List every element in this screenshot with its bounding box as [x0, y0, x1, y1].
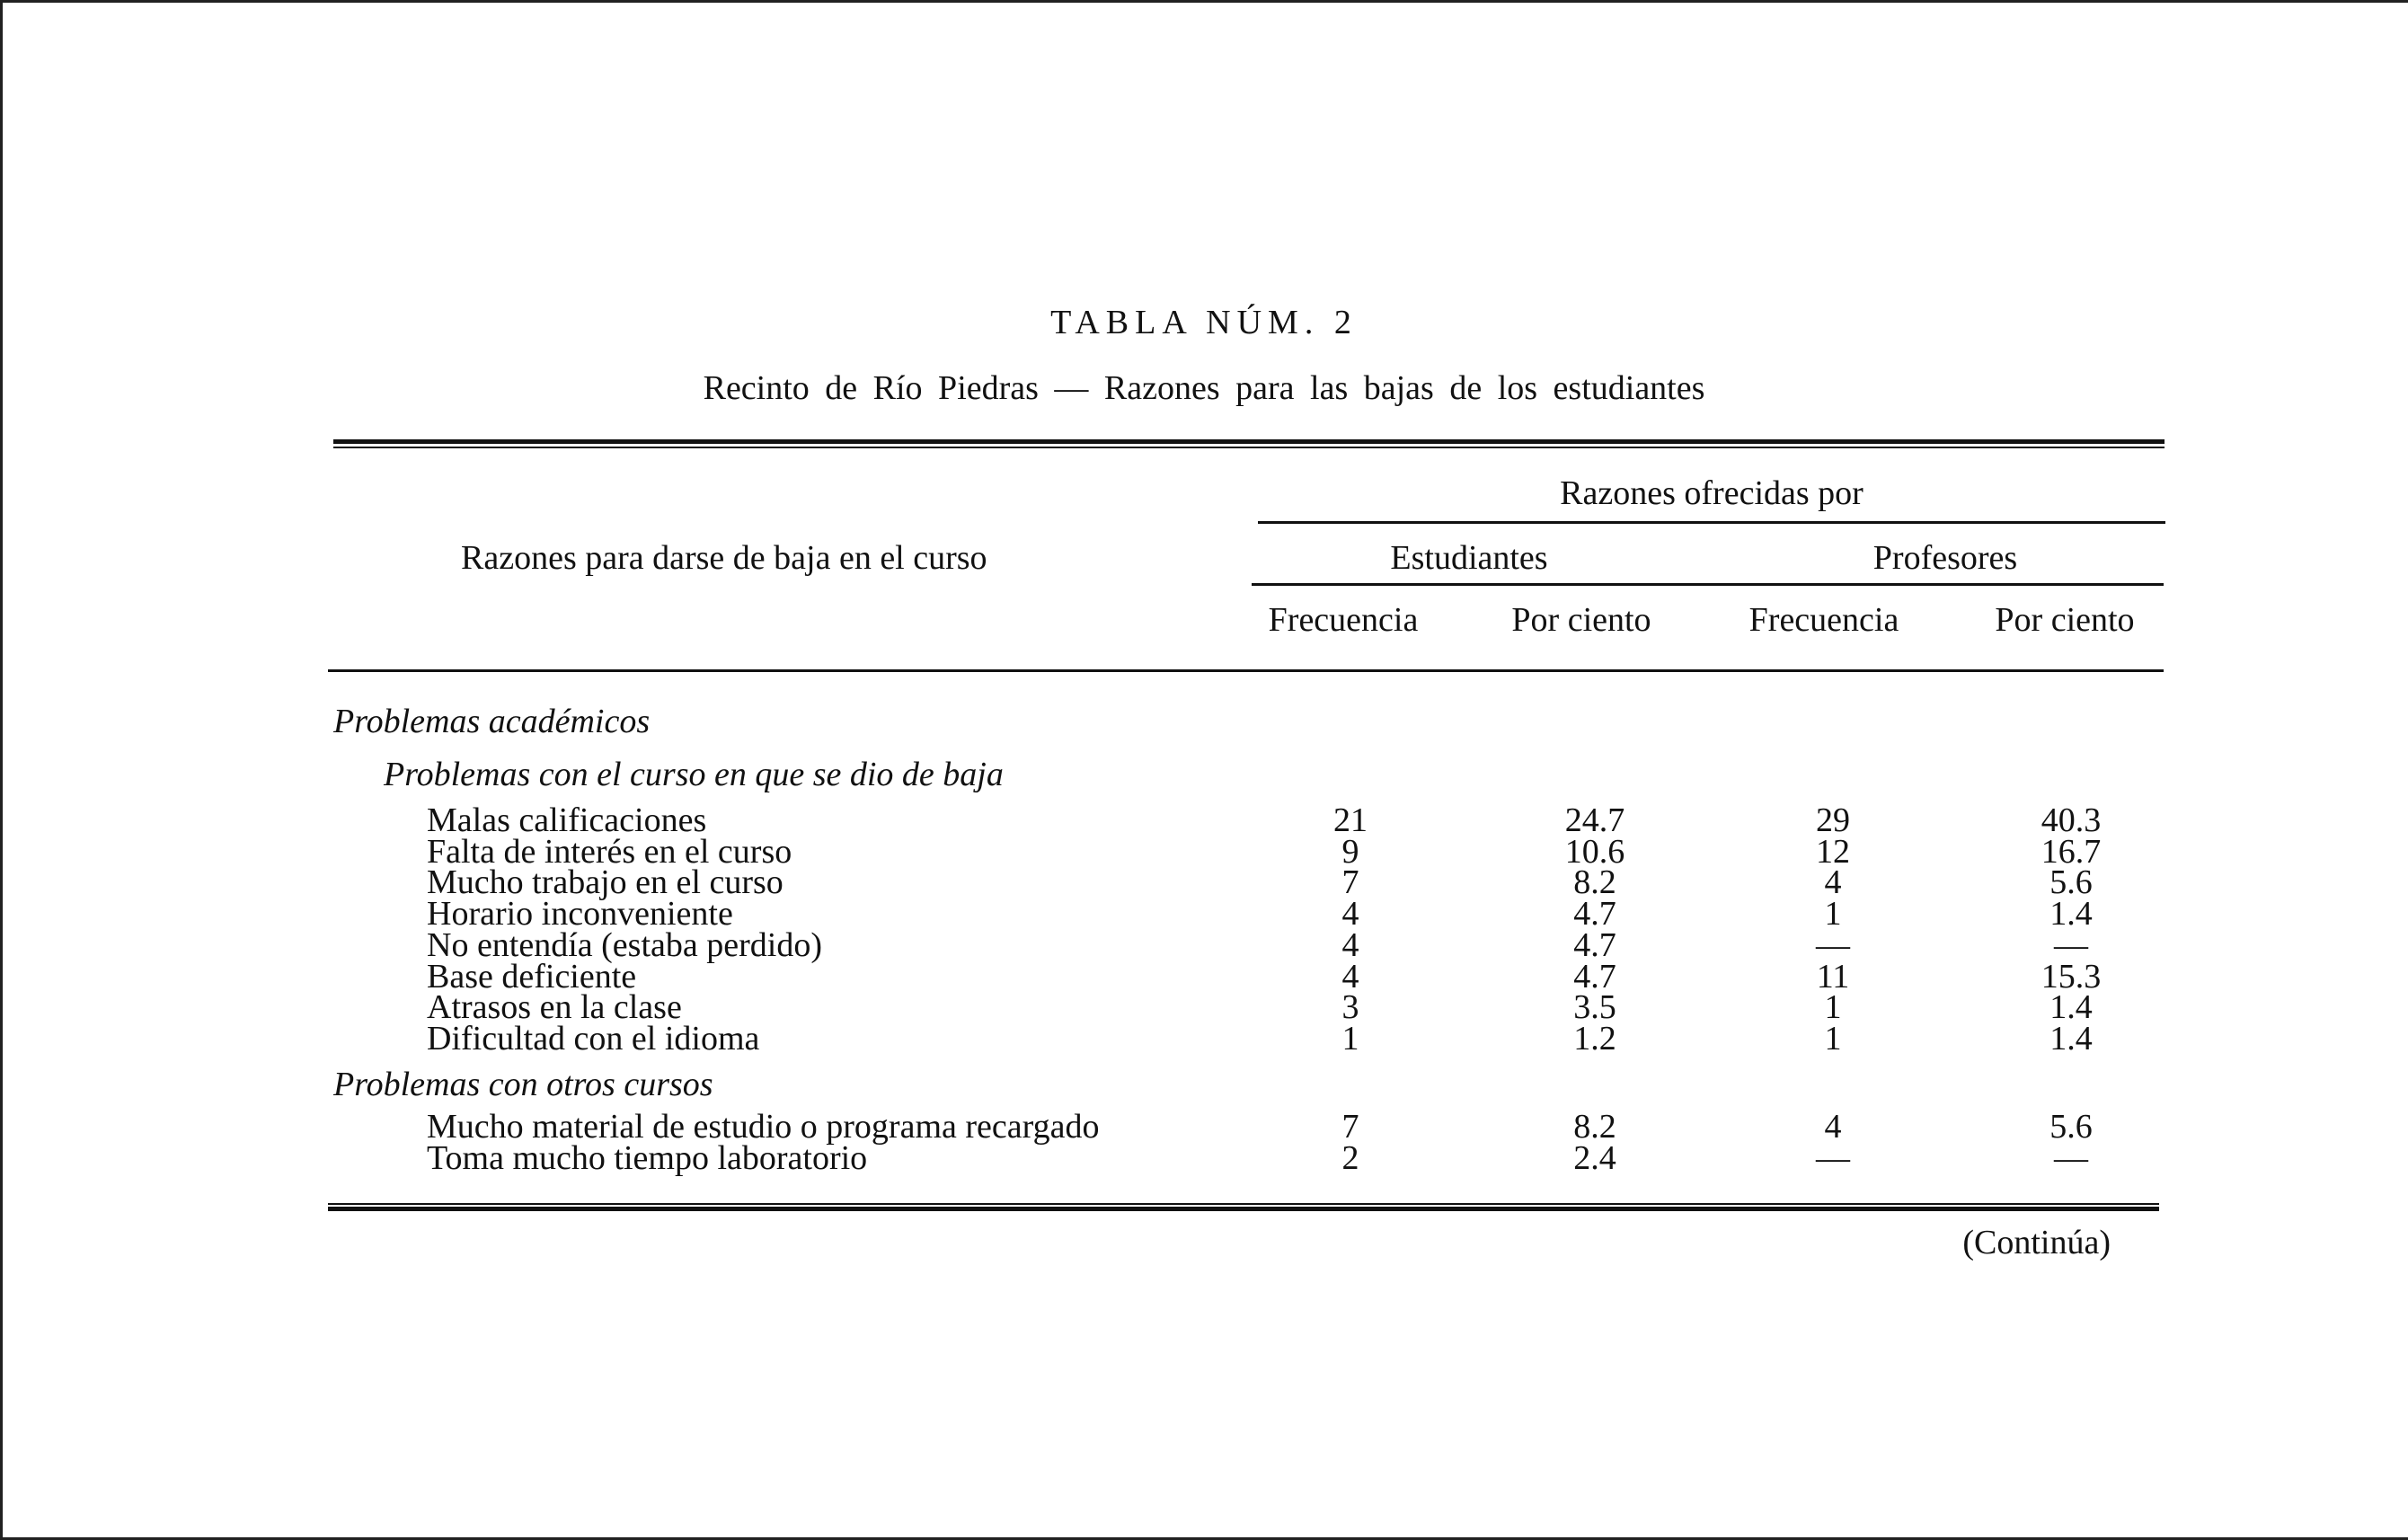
subgroup-rule: [1252, 583, 2164, 586]
table-cell: —: [2054, 1138, 2088, 1177]
table-cell: 16.7: [2041, 832, 2102, 871]
row-label: Base deficiente: [427, 957, 637, 996]
subsection-title: Problemas con el curso en que se dio de baja: [384, 756, 1004, 793]
col-header-profesores-frecuencia: Frecuencia: [1748, 601, 1899, 639]
group-header: Razones ofrecidas por: [1560, 474, 1864, 512]
table-cell: 1: [1824, 1019, 1842, 1058]
col-header-profesores-por-ciento: Por ciento: [1995, 601, 2135, 639]
table-cell: 4: [1824, 863, 1842, 902]
table-cell: —: [2054, 925, 2088, 964]
table-cell: 1.4: [2049, 895, 2093, 934]
table-cell: 9: [1341, 832, 1359, 871]
table-cell: 2.4: [1573, 1138, 1616, 1177]
row-label: Atrasos en la clase: [427, 988, 682, 1027]
table-subtitle: Recinto de Río Piedras — Razones para las bajas de los estudiantes: [703, 369, 1705, 407]
table-cell: 4: [1341, 957, 1359, 996]
header-bottom-rule: [328, 669, 2164, 672]
continued-note: (Continúa): [1962, 1224, 2111, 1261]
table-cell: 4: [1341, 895, 1359, 934]
table-cell: —: [1816, 925, 1850, 964]
table-title: TABLA NÚM. 2: [1050, 304, 1358, 341]
table-cell: 1.2: [1573, 1019, 1616, 1058]
row-label: No entendía (estaba perdido): [427, 925, 822, 964]
table-cell: 1: [1824, 895, 1842, 934]
row-label-header: Razones para darse de baja en el curso: [461, 539, 987, 577]
table-cell: 4.7: [1573, 925, 1616, 964]
group-estudiantes: Estudiantes: [1390, 539, 1548, 577]
table-cell: 1.4: [2049, 1019, 2093, 1058]
table-cell: 4: [1824, 1108, 1842, 1146]
top-rule-thin: [333, 447, 2165, 448]
table-cell: 10.6: [1564, 832, 1625, 871]
table-cell: 4.7: [1573, 957, 1616, 996]
table-cell: 24.7: [1564, 801, 1625, 839]
row-label: Dificultad con el idioma: [427, 1019, 760, 1058]
row-label: Horario inconveniente: [427, 895, 733, 934]
section-title: Problemas académicos: [333, 703, 651, 740]
table-cell: 29: [1816, 801, 1850, 839]
table-cell: 21: [1333, 801, 1368, 839]
row-label: Mucho material de estudio o programa recargado: [427, 1108, 1100, 1146]
table-cell: 8.2: [1573, 1108, 1616, 1146]
table-cell: 7: [1341, 863, 1359, 902]
table-cell: 40.3: [2041, 801, 2102, 839]
group-profesores: Profesores: [1872, 539, 2018, 577]
table-cell: 4: [1341, 925, 1359, 964]
col-header-estudiantes-frecuencia: Frecuencia: [1268, 601, 1419, 639]
row-label: Malas calificaciones: [427, 801, 707, 839]
table-cell: 1.4: [2049, 988, 2093, 1027]
table-cell: 11: [1816, 957, 1850, 996]
top-rule: [333, 439, 2165, 444]
row-label: Falta de interés en el curso: [427, 832, 792, 871]
table-cell: 12: [1816, 832, 1850, 871]
row-label: Mucho trabajo en el curso: [427, 863, 783, 902]
table-cell: 7: [1341, 1108, 1359, 1146]
row-label: Toma mucho tiempo laboratorio: [427, 1138, 868, 1177]
table-cell: 2: [1341, 1138, 1359, 1177]
table-cell: 8.2: [1573, 863, 1616, 902]
bottom-rule-thin: [328, 1203, 2159, 1205]
table-cell: —: [1816, 1138, 1850, 1177]
bottom-rule: [328, 1207, 2159, 1211]
table-cell: 4.7: [1573, 895, 1616, 934]
table-cell: 1: [1341, 1019, 1359, 1058]
table-cell: 5.6: [2049, 1108, 2093, 1146]
table-cell: 1: [1824, 988, 1842, 1027]
group-header-rule: [1258, 521, 2165, 524]
section-title: Problemas con otros cursos: [333, 1066, 713, 1103]
table-cell: 15.3: [2041, 957, 2102, 996]
table-cell: 3.5: [1573, 988, 1616, 1027]
table-cell: 5.6: [2049, 863, 2093, 902]
table-cell: 3: [1341, 988, 1359, 1027]
col-header-estudiantes-por-ciento: Por ciento: [1511, 601, 1651, 639]
